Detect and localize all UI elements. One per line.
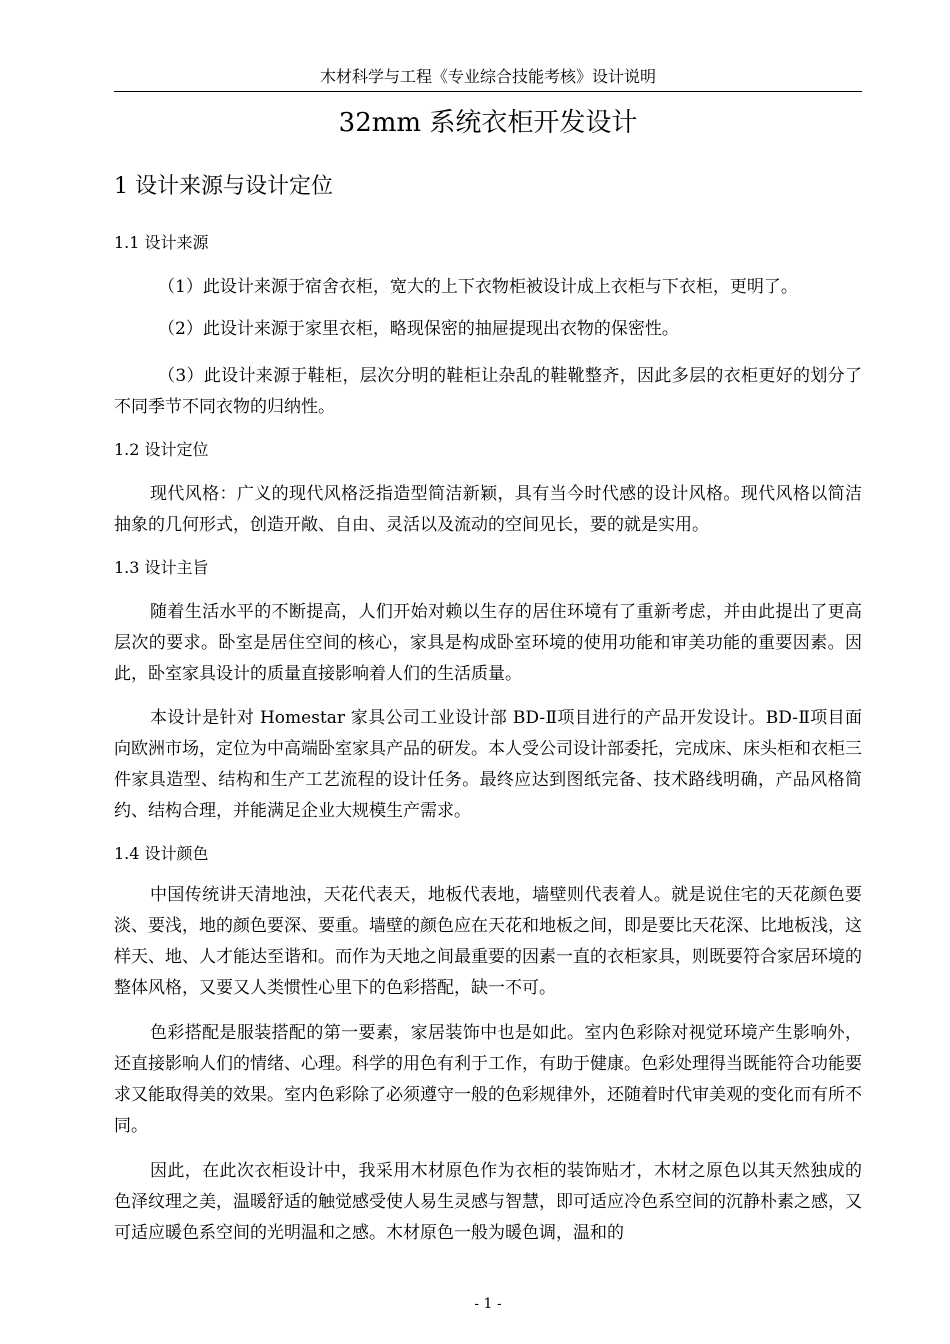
paragraph-1-4-2: 色彩搭配是服装搭配的第一要素，家居装饰中也是如此。室内色彩除对视觉环境产生影响外，还直接影响人们的情绪、心理。科学的用色有利于工作，有助于健康。色彩处理得当既能符合功能要求又能取得美的效果。室内色彩除了必须遵守一般的色彩规律外，还随着时代审美观的变化而有所不同。	[114, 1023, 862, 1136]
running-header: 木材科学与工程《专业综合技能考核》设计说明	[319, 67, 656, 86]
page-number: - 1 -	[474, 1296, 502, 1312]
paragraph-1-4-3: 因此，在此次衣柜设计中，我采用木材原色作为衣柜的装饰贴才，木材之原色以其天然独成的色泽纹理之美，温暖舒适的触觉感受使人易生灵感与智慧，即可适应冷色系空间的沉静朴素之感，又可适应暖色系空间的光明温和之感。木材原色一般为暖色调，温和的	[114, 1161, 862, 1243]
document-title: 32mm 系统衣柜开发设计	[338, 108, 638, 138]
paragraph-1-1-3: （3）此设计来源于鞋柜，层次分明的鞋柜让杂乱的鞋靴整齐，因此多层的衣柜更好的划分了不同季节不同衣物的归纳性。	[114, 366, 862, 417]
paragraph-1-1-2: （2）此设计来源于家里衣柜，略现保密的抽屉提现出衣物的保密性。	[158, 319, 679, 339]
paragraph-1-3-2: 本设计是针对 Homestar 家具公司工业设计部 BD-Ⅱ项目进行的产品开发设计。BD-Ⅱ项目面向欧洲市场，定位为中高端卧室家具产品的研发。本人受公司设计部委托，完成床、床头柜和衣柜三件家具造型、结构和生产工艺流程的设计任务。最终应达到图纸完备、技术路线明确，产品风格简约、结构合理，并能满足企业大规模生产需求。	[114, 708, 862, 821]
paragraph-1-3-1: 随着生活水平的不断提高，人们开始对赖以生存的居住环境有了重新考虑，并由此提出了更高层次的要求。卧室是居住空间的核心，家具是构成卧室环境的使用功能和审美功能的重要因素。因此，卧室家具设计的质量直接影响着人们的生活质量。	[114, 602, 862, 684]
paragraph-1-1-1: （1）此设计来源于宿舍衣柜，宽大的上下衣物柜被设计成上衣柜与下衣柜，更明了。	[158, 277, 798, 297]
header-rule	[114, 91, 862, 92]
paragraph-1-2-1: 现代风格：广义的现代风格泛指造型简洁新颖，具有当今时代感的设计风格。现代风格以简洁抽象的几何形式，创造开敞、自由、灵活以及流动的空间见长，要的就是实用。	[114, 484, 862, 535]
section-heading-1-4: 1.4 设计颜色	[114, 844, 209, 863]
section-heading-1-3: 1.3 设计主旨	[114, 558, 209, 577]
section-heading-1-1: 1.1 设计来源	[114, 233, 209, 252]
paragraph-1-4-1: 中国传统讲天清地浊，天花代表天，地板代表地，墙壁则代表着人。就是说住宅的天花颜色要淡、要浅，地的颜色要深、要重。墙壁的颜色应在天花和地板之间，即是要比天花深、比地板浅，这样天、地、人才能达至谐和。而作为天地之间最重要的因素一直的衣柜家具，则既要符合家居环境的整体风格，又要又人类惯性心里下的色彩搭配，缺一不可。	[114, 885, 862, 998]
section-heading-1-2: 1.2 设计定位	[114, 440, 209, 459]
section-heading-1: 1 设计来源与设计定位	[114, 174, 333, 199]
